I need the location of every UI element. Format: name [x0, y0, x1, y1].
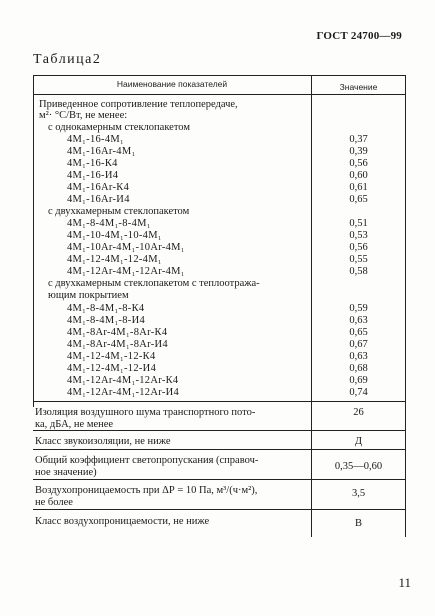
list-item-value: 0,61: [349, 182, 368, 193]
noise-row-line1: Изоляция воздушного шума транспортного пото-: [35, 407, 256, 418]
list-item-value: 0,74: [349, 387, 368, 398]
sound-class-row-label: Класс звукоизоляции, не ниже: [35, 436, 171, 447]
list-item-value: 0,51: [349, 218, 368, 229]
row-separator: [33, 509, 406, 510]
list-item-label: 4М₁-12Аr-4М₁-12Аr-И4: [67, 387, 180, 398]
list-item-value: 0,67: [349, 339, 368, 350]
list-item-value: 0,56: [349, 242, 368, 253]
air-row-value: 3,5: [351, 488, 366, 499]
table-left-border: [33, 75, 34, 407]
list-item-value: 0,55: [349, 254, 368, 265]
list-item-value: 0,56: [349, 158, 368, 169]
air-class-row-label: Класс воздухопроницаемости, не ниже: [35, 516, 210, 527]
air-row-line1: Воздухопроницаемость при ΔР = 10 Па, м³/(ч·м²),: [35, 485, 258, 496]
list-item-label: 4М₁-8Аr-4М₁-8Аr-И4: [67, 339, 168, 350]
row-separator: [33, 401, 406, 402]
list-item-label: 4М₁-8-4М₁-8-И4: [67, 315, 146, 326]
properties-table: [33, 75, 406, 537]
list-item-value: 0,68: [349, 363, 368, 374]
list-item-value: 0,58: [349, 266, 368, 277]
sound-class-row-value: Д: [354, 436, 363, 447]
subsection-reflective-line2: ющим покрытием: [48, 290, 129, 301]
standard-header: ГОСТ 24700—99: [316, 30, 402, 42]
list-item-value: 0,63: [349, 315, 368, 326]
list-item-value: 0,60: [349, 170, 368, 181]
light-row-line2: ное значение): [35, 467, 97, 478]
list-item-label: 4М₁-16-К4: [67, 158, 118, 169]
noise-row-value: 26: [353, 407, 364, 418]
list-item-label: 4М₁-16Аr-4М₁: [67, 146, 136, 157]
list-item-value: 0,53: [349, 230, 368, 241]
list-item-value: 0,65: [349, 194, 368, 205]
subsection-single-chamber: с однокамерным стеклопакетом: [48, 122, 190, 133]
column-header-value: Значение: [339, 82, 378, 92]
row-separator: [33, 449, 406, 450]
section-title-line2: м²· °С/Вт, не менее:: [39, 110, 128, 121]
table-caption: Таблица2: [33, 52, 102, 67]
table-top-border: [33, 75, 406, 76]
list-item-label: 4М₁-16Аr-И4: [67, 194, 130, 205]
table-header-border: [33, 94, 406, 95]
list-item-value: 0,63: [349, 351, 368, 362]
air-class-row-value: В: [354, 518, 362, 529]
list-item-label: 4М₁-12-4М₁-12-К4: [67, 351, 156, 362]
list-item-label: 4М₁-8Аr-4М₁-8Аr-К4: [67, 327, 168, 338]
section-title-line1: Приведенное сопротивление теплопередаче,: [39, 99, 238, 110]
list-item-label: 4М₁-16Аr-К4: [67, 182, 130, 193]
light-row-line1: Общий коэффициент светопропускания (справоч-: [35, 455, 259, 466]
list-item-label: 4М₁-8-4М₁-8-4М₁: [67, 218, 151, 229]
list-item-label: 4М₁-12-4М₁-12-И4: [67, 363, 157, 374]
list-item-label: 4М₁-12Аr-4М₁-12Аr-К4: [67, 375, 179, 386]
list-item-label: 4М₁-16-И4: [67, 170, 119, 181]
noise-row-line2: ка, дБА, не менее: [35, 419, 114, 430]
list-item-label: 4М₁-12Аr-4М₁-12Аr-4М₁: [67, 266, 185, 277]
row-separator: [33, 430, 406, 431]
subsection-reflective-line1: с двухкамерным стеклопакетом с теплоотража-: [48, 278, 260, 289]
list-item-label: 4М₁-12-4М₁-12-4М₁: [67, 254, 162, 265]
list-item-value: 0,59: [349, 303, 368, 314]
column-header-name: Наименование показателей: [116, 79, 228, 89]
air-row-line2: не более: [35, 497, 73, 508]
light-row-value: 0,35—0,60: [334, 461, 383, 472]
subsection-double-chamber: с двухкамерным стеклопакетом: [48, 206, 190, 217]
row-separator: [33, 479, 406, 480]
list-item-label: 4М₁-8-4М₁-8-К4: [67, 303, 145, 314]
list-item-label: 4М₁-10-4М₁-10-4М₁: [67, 230, 162, 241]
table-right-border: [405, 75, 406, 537]
list-item-value: 0,39: [349, 146, 368, 157]
list-item-value: 0,65: [349, 327, 368, 338]
list-item-label: 4М₁-16-4М₁: [67, 134, 124, 145]
list-item-value: 0,69: [349, 375, 368, 386]
list-item-label: 4М₁-10Аr-4М₁-10Аr-4М₁: [67, 242, 185, 253]
list-item-value: 0,37: [349, 134, 368, 145]
page-number: 11: [398, 575, 411, 590]
